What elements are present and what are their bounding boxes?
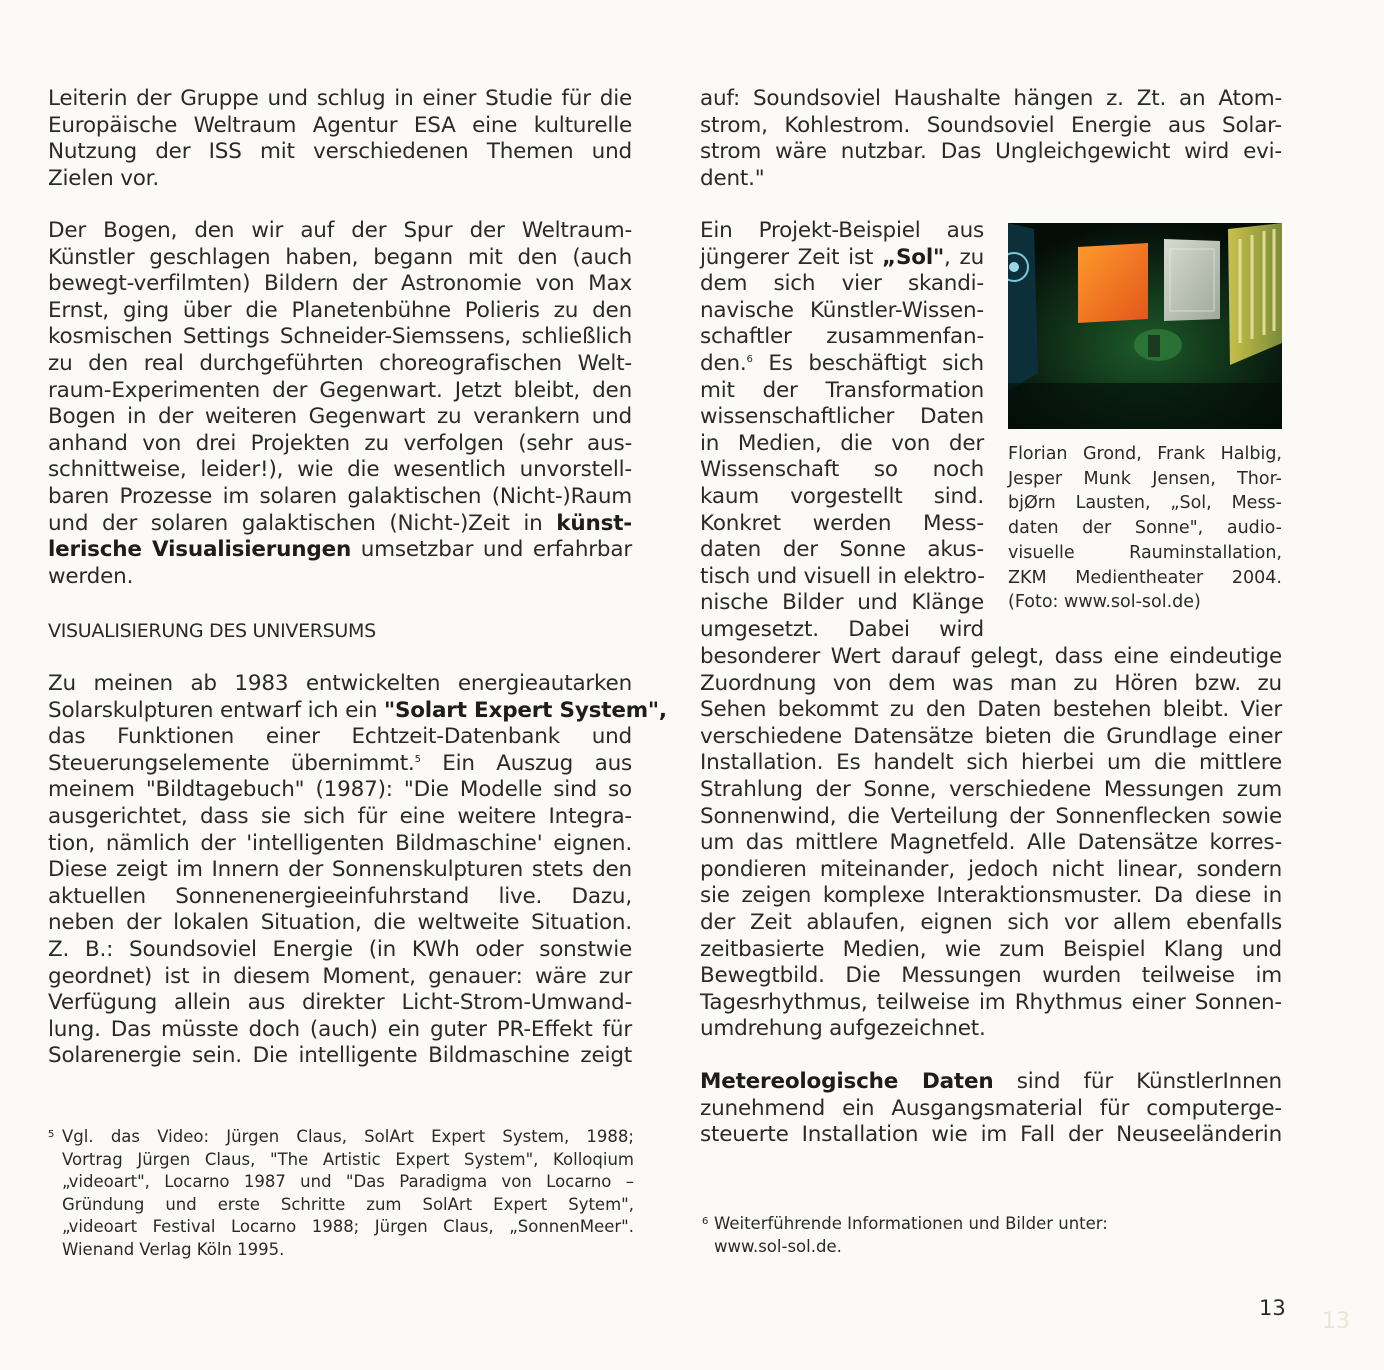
text-line: Zielen vor. bbox=[48, 165, 159, 191]
left-paragraph-3 bbox=[48, 671, 667, 1070]
text-line: Konkret werden Mess- bbox=[700, 510, 984, 536]
bold-term: Metereologische Daten bbox=[700, 1069, 994, 1094]
text-line: tion, nämlich der 'intelligenten Bildmaschine' eignen. bbox=[48, 830, 632, 856]
ghost-page-number: 13 bbox=[1322, 1309, 1350, 1334]
text-fragment: umsetzbar und erfahrbar bbox=[351, 537, 632, 563]
text-fragment: , zu bbox=[944, 244, 985, 270]
text-fragment: und der solaren galaktischen (Nicht-)Zeit in bbox=[48, 510, 557, 536]
text-line: der Zeit ablaufen, eignen sich vor allem ebenfalls bbox=[700, 909, 1282, 935]
text-line: wissenschaftlicher Daten bbox=[700, 404, 984, 430]
text-line: neben der lokalen Situation, die weltweite Situation. bbox=[48, 910, 632, 936]
footnote-6: 6 Weiterführende Informationen und Bilder unter: www.sol-sol.de. bbox=[702, 1213, 1222, 1258]
text-line: Solarenergie sein. Die intelligente Bildmaschine zeigt bbox=[48, 1043, 632, 1069]
text-line: dem sich vier skandi- bbox=[700, 271, 984, 297]
text-line: „videoart", Locarno 1987 und "Das Paradigma von Locarno – bbox=[62, 1172, 634, 1192]
text-fragment: Steuerungselemente übernimmt. bbox=[48, 750, 415, 776]
right-paragraph-2-wide bbox=[700, 644, 1282, 1043]
caption-line: visuelle Rauminstallation, bbox=[1008, 542, 1282, 563]
text-line: Sehen bekommt zu den Daten bestehen bleibt. Vier bbox=[700, 697, 1282, 723]
text-line: Installation. Es handelt sich hierbei um die mittlere bbox=[700, 750, 1282, 776]
text-line: sie zeigen komplexe Interaktionsmuster. Da diese in bbox=[700, 883, 1282, 909]
caption-line: Jesper Munk Jensen, Thor- bbox=[1008, 468, 1282, 489]
text-line: geordnet) ist in diesem Moment, genauer: wäre zur bbox=[48, 963, 632, 989]
section-heading: VISUALISIERUNG DES UNIVERSUMS bbox=[48, 620, 376, 642]
text-line bbox=[48, 537, 632, 564]
text-line: dent." bbox=[700, 165, 765, 191]
text-line: Ein Projekt-Beispiel aus bbox=[700, 218, 984, 243]
text-fragment: Es beschäftigt sich bbox=[752, 350, 984, 376]
text-line: Künstler geschlagen haben, begann mit den (auch bbox=[48, 244, 632, 270]
text-line bbox=[48, 751, 632, 778]
text-line: um das mittlere Magnetfeld. Alle Datensätze korres- bbox=[700, 830, 1282, 856]
text-fragment: den. bbox=[700, 350, 747, 376]
text-line: www.sol-sol.de. bbox=[714, 1236, 842, 1256]
text-line: bewegt-verfilmten) Bildern der Astronomie von Max bbox=[48, 271, 632, 297]
text-line: Der Bogen, den wir auf der Spur der Weltraum- bbox=[48, 218, 632, 243]
text-line: das Funktionen einer Echtzeit-Datenbank und bbox=[48, 724, 632, 750]
text-line: zu den real durchgeführten choreografischen Welt- bbox=[48, 350, 632, 376]
footnote-ref: 5 bbox=[414, 753, 421, 765]
right-paragraph-3 bbox=[700, 1069, 1282, 1149]
text-line: „videoart Festival Locarno 1988; Jürgen Claus, „SonnenMeer". bbox=[62, 1217, 634, 1237]
text-line: verschiedene Datensätze bieten die Grundlage einer bbox=[700, 723, 1282, 749]
text-line: ausgerichtet, dass sie sich für eine weitere Integra- bbox=[48, 803, 632, 829]
photo-caption bbox=[1008, 442, 1282, 615]
text-line: Sonnenwind, die Verteilung der Sonnenflecken sowie bbox=[700, 803, 1282, 829]
footnote-5: 5 Vgl. das Video: Jürgen Claus, SolArt Expert System, 1988; Vortrag Jürgen Claus, "The Artistic Expert System", Kolloqium „videoart", Locarno 1987 und "Das Paradigma von Locarno – Gründung und erste Schritte zum SolArt Expert Sytem", „videoart Festival Locarno 1988; Jürgen Claus, „SonnenMeer". Wienand Verlag Köln 1995. bbox=[48, 1126, 634, 1262]
caption-line: (Foto: www.sol-sol.de) bbox=[1008, 592, 1201, 613]
right-paragraph-2-narrow bbox=[700, 218, 984, 644]
text-line: besonderer Wert darauf gelegt, dass eine eindeutige bbox=[700, 644, 1282, 669]
text-line: kaum vorgestellt sind. bbox=[700, 483, 984, 509]
text-line bbox=[700, 351, 984, 378]
text-line: schnittweise, leider!), wie die wesentlich unvorstell- bbox=[48, 457, 632, 483]
text-line: strom wäre nutzbar. Das Ungleichgewicht wird evi- bbox=[700, 139, 1282, 165]
text-line: Z. B.: Soundsoviel Energie (in KWh oder sonstwie bbox=[48, 936, 632, 962]
bold-term: künst- bbox=[556, 510, 632, 536]
footnote-ref: 6 bbox=[746, 353, 753, 365]
text-line: Ernst, ging über die Planetenbühne Polieris zu den bbox=[48, 297, 632, 323]
text-line: in Medien, die von der bbox=[700, 430, 984, 456]
caption-line: ZKM Medientheater 2004. bbox=[1008, 567, 1282, 588]
text-fragment: Ein Auszug aus bbox=[420, 750, 632, 776]
text-line bbox=[48, 697, 667, 725]
text-line: navische Künstler-Wissen- bbox=[700, 297, 984, 323]
text-line: Vortrag Jürgen Claus, "The Artistic Expert System", Kolloqium bbox=[62, 1149, 634, 1169]
text-line: mit der Transformation bbox=[700, 377, 984, 403]
text-line: anhand von drei Projekten zu verfolgen (sehr aus- bbox=[48, 430, 632, 456]
text-line: Wissenschaft so noch bbox=[700, 457, 984, 483]
text-line: raum-Experimenten der Gegenwart. Jetzt bleibt, den bbox=[48, 377, 632, 403]
text-line: schaftler zusammenfan- bbox=[700, 324, 984, 350]
caption-line: daten der Sonne", audio- bbox=[1008, 518, 1282, 539]
text-line: Europäische Weltraum Agentur ESA eine kulturelle bbox=[48, 112, 632, 138]
text-line: Wienand Verlag Köln 1995. bbox=[62, 1239, 285, 1259]
text-line: Weiterführende Informationen und Bilder unter: bbox=[714, 1214, 1108, 1233]
text-line: Zu meinen ab 1983 entwickelten energieautarken bbox=[48, 671, 632, 696]
bold-term: „Sol" bbox=[882, 244, 945, 270]
bold-term: "Solart Expert System", bbox=[383, 697, 667, 723]
footnote-body bbox=[714, 1213, 1222, 1258]
text-line: zunehmend ein Ausgangsmaterial für computerge- bbox=[700, 1095, 1282, 1121]
text-line: Tagesrhythmus, teilweise im Rhythmus einer Sonnen- bbox=[700, 989, 1282, 1015]
text-line: Verfügung allein aus direkter Licht-Strom-Umwand- bbox=[48, 990, 632, 1016]
text-line: Bewegtbild. Die Messungen wurden teilweise im bbox=[700, 963, 1282, 989]
text-line: daten der Sonne akus- bbox=[700, 537, 984, 563]
text-line: baren Prozesse im solaren galaktischen (Nicht-)Raum bbox=[48, 483, 632, 509]
text-fragment: sind für KünstlerInnen bbox=[993, 1069, 1282, 1094]
caption-line: bjØrn Lausten, „Sol, Mess- bbox=[1008, 493, 1282, 514]
left-paragraph-1 bbox=[48, 86, 632, 192]
text-line: zeitbasierte Medien, wie zum Beispiel Klang und bbox=[700, 936, 1282, 962]
text-line: Vgl. das Video: Jürgen Claus, SolArt Expert System, 1988; bbox=[62, 1127, 634, 1146]
page-number: 13 bbox=[1259, 1296, 1286, 1320]
right-paragraph-1 bbox=[700, 86, 1282, 192]
caption-line: Florian Grond, Frank Halbig, bbox=[1008, 444, 1282, 464]
text-line: Zuordnung von dem was man zu Hören bzw. zu bbox=[700, 670, 1282, 696]
text-line: aktuellen Sonnenenergieeinfuhrstand live. Dazu, bbox=[48, 883, 632, 909]
text-line: strom, Kohlestrom. Soundsoviel Energie aus Solar- bbox=[700, 112, 1282, 138]
text-line: lung. Das müsste doch (auch) ein guter PR-Effekt für bbox=[48, 1016, 632, 1042]
text-line: werden. bbox=[48, 563, 134, 589]
text-line: nische Bilder und Klänge bbox=[700, 590, 984, 616]
text-line: kosmischen Settings Schneider-Siemssens, schließlich bbox=[48, 324, 632, 350]
text-fragment: jüngerer Zeit ist bbox=[700, 244, 883, 270]
installation-photo-graphic bbox=[1008, 223, 1282, 429]
text-fragment: Solarskulpturen entwarf ich ein bbox=[48, 697, 384, 723]
left-paragraph-2 bbox=[48, 218, 632, 590]
text-line: Nutzung der ISS mit verschiedenen Themen und bbox=[48, 139, 632, 165]
text-line: umgesetzt. Dabei wird bbox=[700, 616, 984, 642]
text-line: auf: Soundsoviel Haushalte hängen z. Zt. an Atom- bbox=[700, 86, 1282, 111]
text-line: tisch und visuell in elektro- bbox=[700, 563, 985, 589]
text-line: meinem "Bildtagebuch" (1987): "Die Modelle sind so bbox=[48, 777, 632, 803]
text-line bbox=[700, 245, 984, 272]
text-line: Bogen in der weiteren Gegenwart zu verankern und bbox=[48, 404, 632, 430]
footnote-body bbox=[62, 1126, 634, 1262]
text-line: Strahlung der Sonne, verschiedene Messungen zum bbox=[700, 776, 1282, 802]
installation-photo bbox=[1008, 223, 1282, 429]
text-line bbox=[48, 511, 632, 538]
left-column bbox=[48, 86, 632, 192]
text-line: steuerte Installation wie im Fall der Neuseeländerin bbox=[700, 1122, 1282, 1148]
text-line: Leiterin der Gruppe und schlug in einer Studie für die bbox=[48, 86, 632, 111]
text-line: Diese zeigt im Innern der Sonnenskulpturen stets den bbox=[48, 857, 632, 883]
bold-term: lerische Visualisierungen bbox=[48, 537, 352, 563]
text-line: Gründung und erste Schritte zum SolArt Expert Sytem", bbox=[62, 1194, 634, 1214]
text-line: umdrehung aufgezeichnet. bbox=[700, 1016, 986, 1042]
text-line bbox=[700, 1069, 1282, 1096]
text-line: pondieren miteinander, jedoch nicht linear, sondern bbox=[700, 856, 1282, 882]
